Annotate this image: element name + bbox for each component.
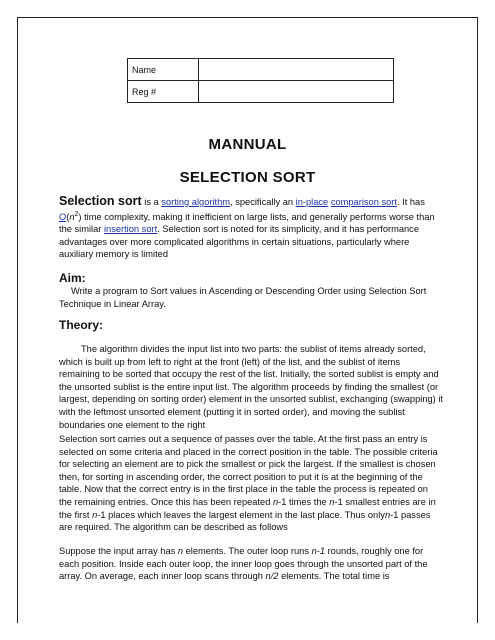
theory-var-n: n — [384, 509, 391, 520]
theory-p2-text: -1 smallest entries are in the first — [59, 496, 436, 520]
name-field[interactable] — [199, 59, 394, 81]
theory-var-n: n — [272, 496, 279, 507]
theory-p3-text: elements. The total time is — [278, 571, 390, 582]
sorting-algorithm-link[interactable]: sorting algorithm — [161, 197, 231, 207]
intro-text: is a — [141, 197, 162, 207]
comparison-sort-link[interactable]: comparison sort — [330, 197, 397, 207]
theory-var-n: n — [177, 546, 184, 556]
aim-heading: Aim: — [59, 271, 86, 285]
intro-text: , specifically an — [230, 197, 296, 207]
in-place-link[interactable]: in-place — [295, 197, 329, 207]
aim-paragraph — [59, 285, 443, 310]
student-info-table — [127, 58, 394, 103]
theory-var-n-half: n/2 — [265, 571, 279, 582]
manual-title: MANNUAL — [208, 136, 287, 153]
intro-var-n: n — [69, 211, 75, 222]
intro-term: Selection sort — [59, 194, 142, 208]
theory-p2-text: -1 places which leaves the largest element in the last place. Thus only — [97, 509, 385, 520]
theory-paragraph-3 — [59, 545, 443, 583]
reg-field[interactable] — [199, 81, 394, 103]
intro-text: . Selection sort is noted for its simplicity, and it has performance advantages over more complicated algorithms in certain situations, particularly where auxiliary memory is limited — [59, 224, 419, 260]
theory-p2-text: -1 passes are required. The algorithm can be described as follows — [59, 509, 431, 533]
theory-p2-text: -1 times the — [278, 496, 330, 507]
theory-paragraph-1 — [59, 343, 443, 431]
theory-p3-text: Suppose the input array has — [59, 546, 178, 556]
intro-text: ) time complexity, making it inefficient on large lists, and generally performs worse than the similar — [59, 211, 435, 235]
intro-text: . It has — [396, 197, 425, 207]
name-label: Name — [128, 59, 199, 81]
theory-var-n: n — [92, 509, 98, 520]
theory-p1-text: The algorithm divides the input list into two parts: the sublist of items already sorted, which is built up from left to right at the front (left) of the list, and the sublist of items remaining to be sorted that occupy the rest of the list. Initially, the sorted sublist is empty and the unsorted sublist is the entire input list. The algorithm proceeds by finding the smallest (or largest, depending on sorting order) element in the unsorted sublist, exchanging (swapping) it with the leftmost unsorted element (putting it in sorted order), and moving the sublist boundaries one element to the right — [59, 344, 443, 430]
reg-label: Reg # — [128, 81, 199, 103]
reg-row — [128, 81, 394, 103]
theory-p2-text: Selection sort carries out a sequence of passes over the table. At the first pass an entry is selected on some criteria and placed in the correct position in the table. The possible criteria for selecting an element are to pick the smallest or pick the largest. If the smallest is chosen then, for sorting in ascending order, the correct position to put it is at the beginning of the table. Now that the correct entry is in the first place in the table the process is repeated on the remaining entries. Once this has been repeated — [59, 434, 438, 507]
aim-text: Write a program to Sort values in Ascending or Descending Order using Selection Sort Technique in Linear Array. — [59, 286, 427, 309]
name-row — [128, 59, 394, 81]
theory-heading: Theory: — [59, 318, 104, 332]
theory-p3-text: elements. The outer loop runs — [183, 546, 312, 556]
intro-paragraph — [59, 195, 443, 261]
theory-p3-text: rounds, roughly one for each position. Inside each outer loop, the inner loop goes through the unsorted part of the array. On average, each inner loop scans through — [59, 546, 428, 582]
big-o-link[interactable]: O — [59, 211, 67, 222]
insertion-sort-link[interactable]: insertion sort — [103, 224, 158, 235]
theory-paragraph-2 — [59, 433, 443, 534]
topic-title: SELECTION SORT — [179, 169, 316, 186]
intro-superscript: 2 — [74, 210, 79, 218]
theory-var-n-minus-1: n-1 — [311, 546, 325, 556]
intro-text: ( — [66, 211, 70, 222]
theory-var-n: n — [329, 496, 335, 507]
